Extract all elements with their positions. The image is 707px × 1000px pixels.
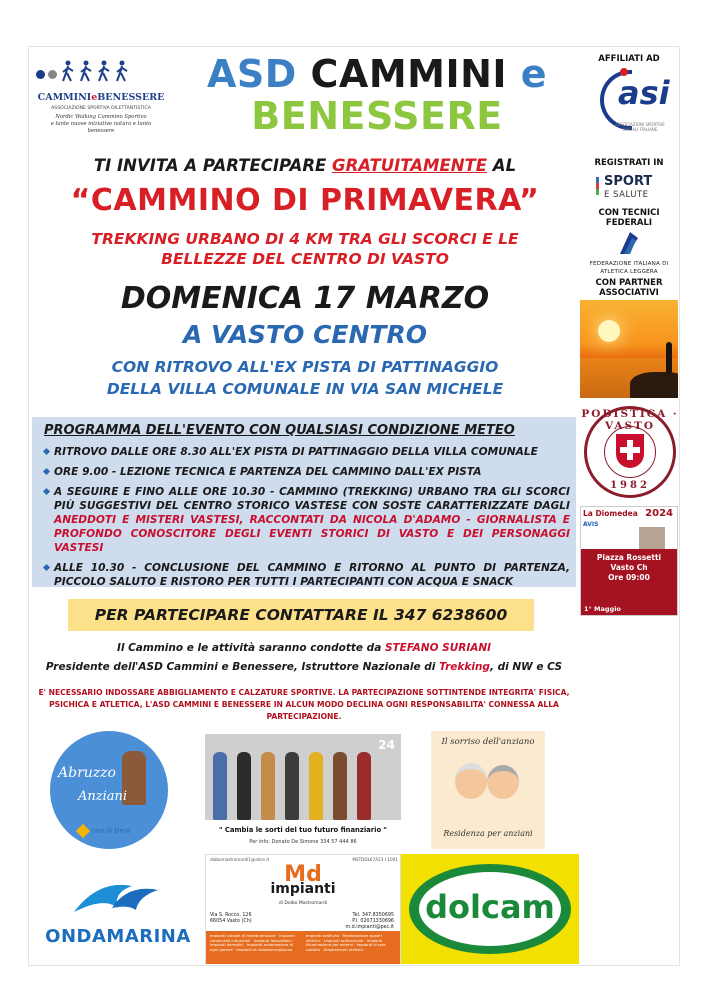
asi-logo: asi ASSOCIAZIONI SPORTIVE SOCIALI ITALIANE [580, 64, 678, 142]
list-item: ALLE 10.30 - CONCLUSIONE DEL CAMMINO E RITORNO AL PUNTO DI PARTENZA, PICCOLO SALUTO E RISTORO PER TUTTI I PARTECIPANTI CON ACQUA E SNACK [44, 561, 570, 589]
ondamarina-logo: ONDAMARINA [38, 872, 198, 952]
walkers-icon [60, 60, 130, 82]
event-place: A VASTO CENTRO [183, 320, 427, 349]
event-title: “CAMMINO DI PRIMAVERA” [70, 183, 540, 218]
podistica-vasto-logo: PODISTICA · VASTO 1982 [580, 402, 678, 502]
people-illustration [213, 752, 371, 820]
event-subtitle: TREKKING URBANO DI 4 KM TRA GLI SCORCI E LE BELLEZZE DEL CENTRO DI VASTO [91, 230, 519, 268]
sport-e-salute-logo: SPORT E SALUTE [580, 168, 678, 206]
event-date: DOMENICA 17 MARZO [120, 281, 490, 316]
financial-advisor-ad: 24 " Cambia le sorti del tuo futuro finanziario " Per info: Donato De Simone 334 57 444 86 [205, 734, 401, 850]
list-item: A SEGUIRE E FINO ALLE ORE 10.30 - CAMMINO (TREKKING) URBANO TRA GLI SCORCI PIÙ SUGGESTIVI DEL CENTRO STORICO VASTESE CON SOSTE CARATTERIZZATE DAGLI ANEDDOTI E MISTERI VASTESI, RACCONTATI DA NICOLA D'ADAMO - GIORNALISTA E PROFONDO CONOSCITORE DEGLI EVENTI STORICI DI VASTO E DEI PERSONAGGI VASTESI [44, 485, 570, 555]
label-affiliati: AFFILIATI AD [598, 54, 660, 64]
association-title: ASD CAMMINI e [206, 52, 548, 96]
wave-icon [72, 878, 162, 916]
residenza-anziani-logo: Il sorriso dell'anziano Residenza per anziani [431, 731, 545, 849]
elderly-face-icon [487, 765, 519, 799]
sunset-photo [580, 300, 678, 398]
fidal-icon [618, 230, 640, 256]
logo-subtitle: ASSOCIAZIONE SPORTIVA DILETTANTISTICA [51, 106, 151, 111]
list-item: RITROVO DALLE ORE 8.30 ALL'EX PISTA DI PATTINAGGIO DELLA VILLA COMUNALE [44, 445, 570, 459]
logo-badge-icon [36, 70, 45, 79]
contact-phone: PER PARTECIPARE CONTATTARE IL 347 6238600 [68, 599, 534, 631]
logo-badge-icon [48, 70, 57, 79]
logo-script-text: Nordic Walking Cammino Sportivo e tante nuove iniziative natura e tanto benessere [50, 114, 152, 134]
dolcam-logo: dolcam [401, 854, 579, 964]
casa-di-elena-logo: casa di Elena [78, 826, 148, 844]
label-partner: CON PARTNER ASSOCIATIVI [595, 278, 663, 298]
label-registrati: REGISTRATI IN [594, 158, 664, 168]
fidal-logo: FEDERAZIONE ITALIANA DI ATLETICA LEGGERA [580, 228, 678, 278]
label-tecnici: CON TECNICI FEDERALI [598, 208, 660, 228]
md-impianti-ad: dalbomastromardi1@alice.it MSTDDL67A23 I 1001 Md impianti di Dolbo Mastromardi Via S. Rocco, 126 66054 Vasto (Ch) Tel. 347.8350695 P.I. 02071330696 m.d.impianti@pec.it Impianti caldaie di media tensione · Impianti canalizzati industriali · Impianti fotovoltaici · Impianti domotici · Impianti automazione di ogni genere · Impianti di videosorveglianza Impianti antifurto · Realizzazione quadri elettrici · Impianti antincendio · Impianti illuminazione per esterni · Impianti di rete cablata · Ampliamenti elettrici [205, 854, 401, 964]
list-item: ORE 9.00 - LEZIONE TECNICA E PARTENZA DEL CAMMINO DALL'EX PISTA [44, 465, 570, 479]
association-title-benessere: BENESSERE [251, 94, 503, 138]
logo-name: CAMMINIeBENESSERE [37, 92, 165, 103]
disclaimer: E' NECESSARIO INDOSSARE ABBIGLIAMENTO E CALZATURE SPORTIVE. LA PARTECIPAZIONE SOTTINTENDE INTEGRITA' FISICA, PSICHICA E ATLETICA, L'ASD CAMMINI E BENESSERE IN ALCUN MODO DECLINA OGNI RESPONSABILITA' CONNESSA ALLA PARTECIPAZIONE. [38, 688, 570, 721]
heart-icon [76, 824, 90, 838]
program-title: PROGRAMMA DELL'EVENTO CON QUALSIASI CONDIZIONE METEO [44, 423, 515, 438]
program-list [44, 445, 570, 595]
partners-sidebar [580, 50, 678, 616]
diomedea-place: Piazza Rossetti Vasto Ch Ore 09:00 [596, 553, 662, 582]
elderly-face-icon [455, 763, 487, 799]
coat-of-arms-icon [616, 434, 644, 468]
invite-line: TI INVITA A PARTECIPARE GRATUITAMENTE AL [93, 156, 517, 175]
cammini-benessere-logo [32, 52, 168, 138]
abruzzo-anziani-logo: Abruzzo Anziani [50, 731, 176, 857]
meeting-point: CON RITROVO ALL'EX PISTA DI PATTINAGGIO DELLA VILLA COMUNALE IN VIA SAN MICHELE [106, 358, 504, 398]
conducted-by: Il Cammino e le attività saranno condotte da STEFANO SURIANI Presidente dell'ASD Cammini e Benessere, Istruttore Nazionale di Trekking, di NW e CS [45, 642, 563, 673]
program-box [32, 417, 576, 587]
diomedea-event-poster: La Diomedea 2024 AVIS Piazza Rossetti Vasto Ch Ore 09:00 1° Maggio [580, 506, 678, 616]
